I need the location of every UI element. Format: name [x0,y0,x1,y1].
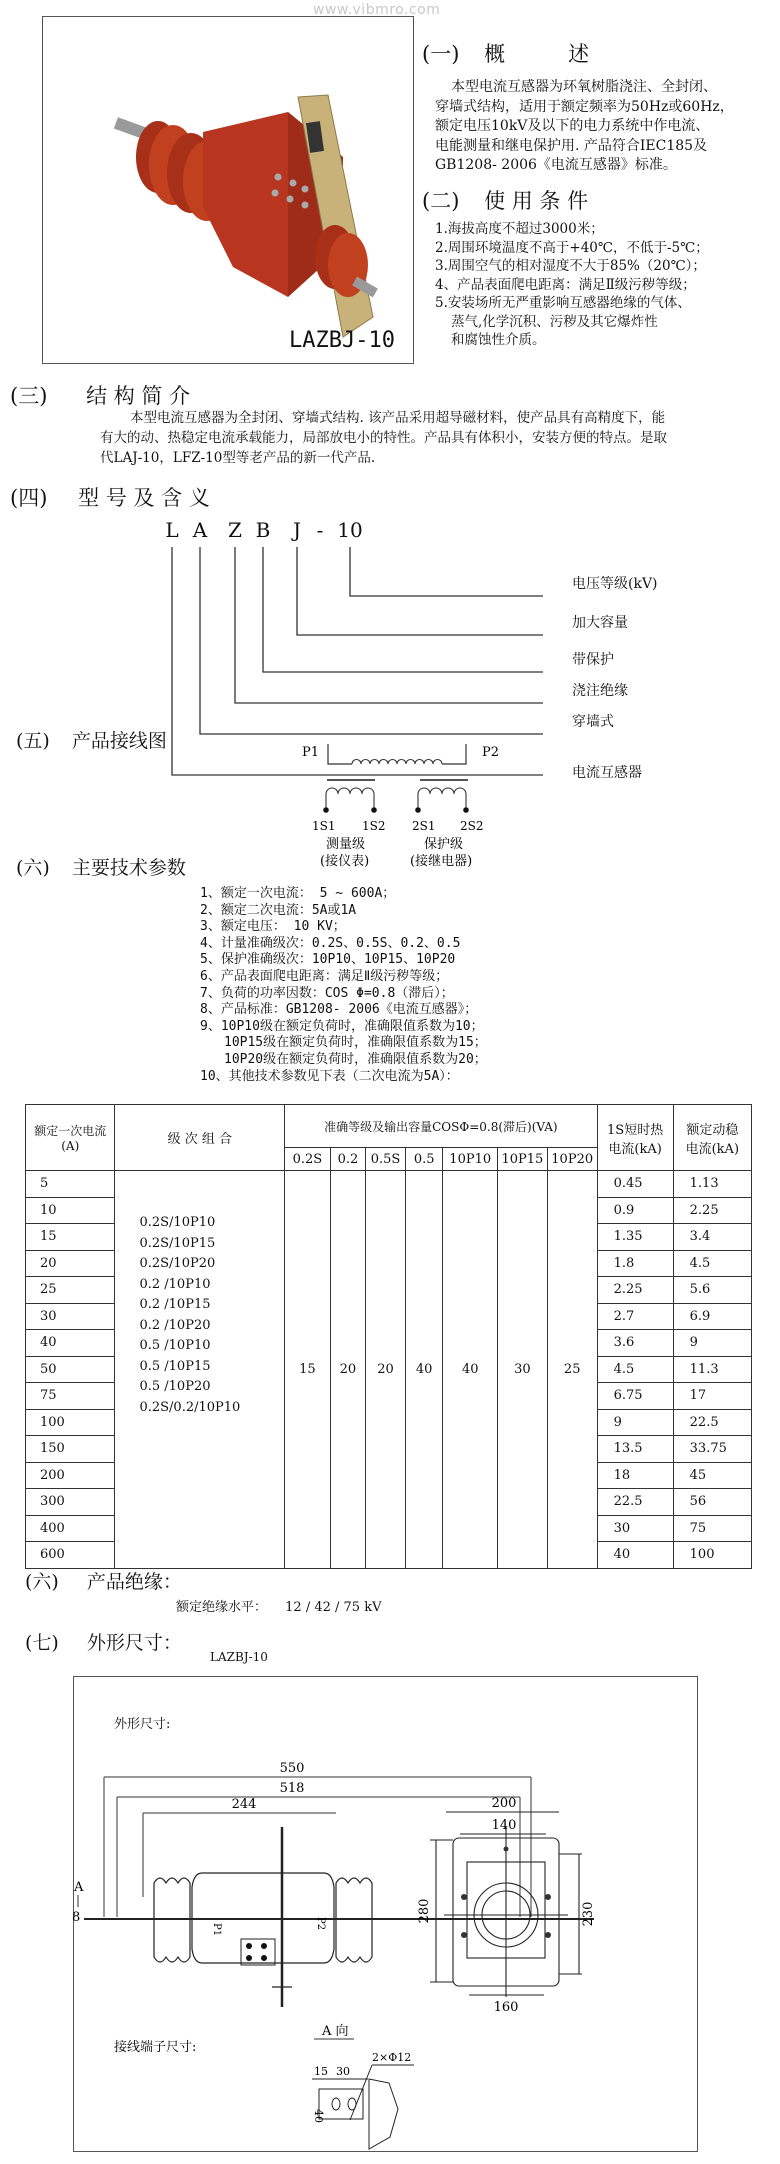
cell-output-va: 30 [498,1171,548,1569]
overview-line: 电能测量和继电保护用. 产品符合IEC185及 [435,137,708,154]
params-heading [16,853,186,880]
primary-winding [328,744,352,764]
cell-dynamic-current: 3.4 [673,1224,751,1251]
terminal-title: 接线端子尺寸: [114,2040,197,2055]
cell-dynamic-current: 2.25 [673,1197,751,1224]
cell-thermal-current: 1.35 [597,1224,673,1251]
secondary-winding-2 [418,788,466,810]
insulation-level [176,1596,381,1615]
cell-thermal-current: 13.5 [597,1436,673,1463]
cell-dynamic-current: 56 [673,1489,751,1516]
model-leader-line [350,547,543,596]
model-leader-line [200,547,543,734]
insulation-value: 12 / 42 / 75 kV [285,1600,382,1615]
th-accuracy-class: 0.5 [405,1148,443,1171]
cell-rated-current: 400 [26,1515,115,1542]
model-leader-line [297,547,543,635]
cell-rated-current: 25 [26,1277,115,1304]
structure-title: 结 构 简 介 [86,384,191,408]
cell-thermal-current: 30 [597,1515,673,1542]
dimension-drawing-frame [73,1676,698,2152]
model-meaning: 电压等级(kV) [572,576,658,592]
product-photo-frame [42,16,414,364]
cell-thermal-current: 0.45 [597,1171,673,1198]
terminal-p2: P2 [482,745,500,760]
combination-item: 0.5 /10P15 [139,1358,211,1374]
model-letter: J [292,518,302,542]
structure-text [100,408,667,468]
model-letter: A [192,518,208,542]
param-item: 1、额定一次电流： 5 ~ 600A； [200,886,396,901]
params-title: 主要技术参数 [71,857,186,879]
condition-item: 4、产品表面爬电距离：满足Ⅱ级污秽等级； [435,276,696,293]
insulation-heading [25,1567,182,1594]
combination-item: 0.2S/10P20 [139,1256,216,1271]
dim-244: 244 [231,1797,257,1812]
cell-thermal-current: 9 [597,1409,673,1436]
param-item: 5、保护准确级次：10P10、10P15、10P20 [200,952,456,968]
mark-p2: P2 [315,1917,326,1931]
overview-line: 本型电流互感器为环氧树脂浇注、全封闭、 [451,79,717,95]
terminal-p1: P1 [302,745,320,760]
cell-output-va: 40 [443,1171,498,1569]
cell-thermal-current: 1.8 [597,1250,673,1277]
table-row [26,1171,752,1198]
cell-dynamic-current: 33.75 [673,1436,751,1463]
terminal-1s1: 1S1 [312,819,336,833]
model-meaning: 浇注绝缘 [572,683,628,699]
group-protect: 保护级 [424,837,464,852]
condition-item: 蒸气,化学沉积、污秽及其它爆炸性 [451,313,658,330]
cell-thermal-current: 2.7 [597,1303,673,1330]
model-letter: Z [228,518,242,542]
model-meaning: 穿墙式 [572,714,614,730]
cell-dynamic-current: 75 [673,1515,751,1542]
dimensions-heading [25,1628,182,1655]
side-terminal-box [241,1939,275,1965]
cell-rated-current: 75 [26,1383,115,1410]
cell-combinations [115,1171,285,1569]
insulation-number: (六) [25,1571,59,1593]
params-number: (六) [16,857,50,879]
dim-280: 280 [417,1898,432,1924]
param-item: 6、产品表面爬电距离：满足Ⅱ级污秽等级； [200,968,449,984]
th-rated-current: 额定一次电流 (A) [26,1105,115,1171]
params-list [200,886,487,1085]
cell-rated-current: 50 [26,1356,115,1383]
group-measure-use: (接仪表) [320,854,370,869]
param-item: 4、计量准确级次：0.2S、0.5S、0.2、0.5 [200,935,461,951]
mark-p1: P1 [211,1923,222,1937]
combination-item: 0.2S/10P10 [139,1215,216,1230]
model-letter: L [165,518,179,542]
cell-dynamic-current: 17 [673,1383,751,1410]
th-dynamic: 额定动稳 电流(kA) [673,1105,751,1171]
view-arrow-a: A [74,1880,84,1895]
cell-rated-current: 15 [26,1224,115,1251]
th-thermal: 1S短时热 电流(kA) [597,1105,673,1171]
dim-200: 200 [491,1796,517,1811]
combination-item: 0.5 /10P10 [139,1338,211,1353]
wiring-number: (五) [16,730,50,752]
cell-rated-current: 300 [26,1489,115,1516]
cell-dynamic-current: 11.3 [673,1356,751,1383]
combination-item: 0.2S/10P15 [139,1235,216,1251]
cell-rated-current: 150 [26,1436,115,1463]
product-photo [43,17,413,363]
param-item: 8、产品标准：GB1208- 2006《电流互感器》； [200,1002,478,1018]
watermark: www.vibmro.com [313,2,441,18]
cell-rated-current: 5 [26,1171,115,1198]
cell-output-va: 15 [285,1171,331,1569]
group-protect-use: (接继电器) [410,854,473,869]
cell-thermal-current: 2.25 [597,1277,673,1304]
cell-thermal-current: 3.6 [597,1330,673,1357]
model-letter: B [255,518,271,542]
model-title: 型 号 及 含 义 [78,486,210,510]
model-letter: 10 [337,518,363,542]
structure-number: (三) [10,384,48,408]
dim-140: 140 [491,1818,517,1833]
overview-title: 概 述 [484,42,590,66]
cell-output-va: 20 [330,1171,366,1569]
combination-item: 0.5 /10P20 [139,1379,211,1394]
th-accuracy-class: 10P10 [443,1148,498,1171]
model-number: (四) [10,486,48,510]
model-meaning: 电流互感器 [572,765,642,781]
insulation-title: 产品绝缘： [86,1571,182,1593]
condition-item: 和腐蚀性介质。 [451,332,546,348]
th-accuracy-class: 0.2S [285,1148,331,1171]
th-accuracy-class: 10P20 [547,1148,597,1171]
cell-dynamic-current: 9 [673,1330,751,1357]
insulation-label: 额定绝缘水平： [176,1600,268,1615]
combination-item: 0.2 /10P20 [139,1317,211,1333]
overview-line: 额定电压10kV及以下的电力系统中作电流、 [435,118,710,134]
th-accuracy-group: 准确等级及输出容量COSΦ=0.8(滞后)(VA) [285,1105,597,1148]
cell-thermal-current: 4.5 [597,1356,673,1383]
group-measure: 测量级 [326,837,366,852]
model-meaning: 带保护 [572,652,614,668]
structure-heading [10,380,190,410]
dim-8: 8 [72,1910,81,1925]
dim-phi12: 2×Φ12 [372,2051,412,2064]
cell-thermal-current: 22.5 [597,1489,673,1516]
cell-dynamic-current: 6.9 [673,1303,751,1330]
condition-item: 3.周围空气的相对湿度不大于85%（20℃）； [435,258,706,274]
cell-rated-current: 600 [26,1542,115,1569]
conditions-title: 使 用 条 件 [484,189,589,213]
overview-heading [422,38,589,68]
dim-518: 518 [279,1781,305,1796]
cell-dynamic-current: 22.5 [673,1409,751,1436]
param-item: 2、额定二次电流：5A或1A [200,902,357,918]
dimensions-model: LAZBJ-10 [210,1650,268,1664]
cell-output-va: 20 [366,1171,406,1569]
param-item: 10、其他技术参数见下表（二次电流为5A）： [200,1068,459,1084]
model-diagram [0,515,780,781]
th-accuracy-class: 10P15 [498,1148,548,1171]
dimensions-title: 外形尺寸： [86,1632,182,1654]
conditions-list [435,220,709,350]
cell-thermal-current: 18 [597,1462,673,1489]
cell-dynamic-current: 1.13 [673,1171,751,1198]
dim-160: 160 [493,2000,519,2015]
model-letter: - [316,518,324,542]
param-item: 9、10P10级在额定负荷时，准确限值系数为10； [200,1018,484,1034]
combination-item: 0.2 /10P10 [139,1276,211,1292]
dim-30: 30 [336,2065,350,2078]
cell-output-va: 25 [547,1171,597,1569]
cell-thermal-current: 6.75 [597,1383,673,1410]
cell-output-va: 40 [405,1171,443,1569]
th-accuracy-class: 0.2 [330,1148,366,1171]
cell-dynamic-current: 5.6 [673,1277,751,1304]
conditions-heading [422,185,588,215]
overview-text [435,78,734,176]
cell-rated-current: 200 [26,1462,115,1489]
view-label: A 向 [322,2024,349,2039]
dim-40: 40 [312,2109,325,2123]
cell-rated-current: 40 [26,1330,115,1357]
cell-rated-current: 100 [26,1409,115,1436]
model-leader-line [263,547,543,672]
th-combo: 级 次 组 合 [115,1105,285,1171]
condition-item: 1.海拔高度不超过3000米； [435,221,604,237]
photo-label: LAZBJ-10 [289,328,395,353]
cell-dynamic-current: 4.5 [673,1250,751,1277]
param-item: 7、负荷的功率因数：COS Φ=0.8（滞后）； [200,985,454,1001]
cell-rated-current: 10 [26,1197,115,1224]
terminal-2s1: 2S1 [412,819,436,833]
overview-line: GB1208- 2006《电流互感器》标准。 [435,157,677,173]
wiring-heading [16,726,167,753]
model-leader-line [235,547,543,703]
model-heading [10,482,210,512]
drawing-title: 外形尺寸: [114,1717,171,1732]
dimension-drawing [74,1677,697,2151]
structure-line: 代LAJ-10，LFZ-10型等老产品的新一代产品. [100,450,376,466]
cell-rated-current: 30 [26,1303,115,1330]
wiring-diagram [290,740,550,870]
dim-230: 230 [581,1901,596,1927]
condition-item: 2.周围环境温度不高于+40℃，不低于-5℃； [435,239,709,256]
param-item: 10P15级在额定负荷时，准确限值系数为15； [224,1035,487,1051]
conditions-number: (二) [422,189,460,213]
model-meaning: 加大容量 [572,615,628,631]
overview-line: 穿墙式结构，适用于额定频率为50Hz或60Hz， [435,98,734,115]
structure-line: 有大的动、热稳定电流承载能力，局部放电小的特性。产品具有体积小，安装方便的特点。是取 [100,430,667,446]
wiring-title: 产品接线图 [71,730,167,752]
combination-item: 0.2 /10P15 [139,1297,211,1312]
dim-15: 15 [314,2065,328,2078]
th-accuracy-class: 0.5S [366,1148,406,1171]
dim-550: 550 [279,1761,305,1776]
terminal-2s2: 2S2 [460,819,484,833]
cell-thermal-current: 40 [597,1542,673,1569]
overview-number: (一) [422,42,460,66]
condition-item: 5.安装场所无严重影响互感器绝缘的气体、 [435,295,691,311]
cell-rated-current: 20 [26,1250,115,1277]
combination-item: 0.2S/0.2/10P10 [139,1399,241,1415]
param-item: 10P20级在额定负荷时，准确限值系数为20； [224,1051,487,1067]
terminal-1s2: 1S2 [362,819,386,833]
spec-table [25,1104,752,1569]
dimensions-number: (七) [25,1632,59,1654]
cell-dynamic-current: 45 [673,1462,751,1489]
cell-thermal-current: 0.9 [597,1197,673,1224]
secondary-winding-1 [326,788,374,810]
structure-line: 本型电流互感器为全封闭、穿墙式结构. 该产品采用超导磁材料，使产品具有高精度下，能 [130,410,666,426]
cell-dynamic-current: 100 [673,1542,751,1569]
param-item: 3、额定电压： 10 KV； [200,919,346,935]
